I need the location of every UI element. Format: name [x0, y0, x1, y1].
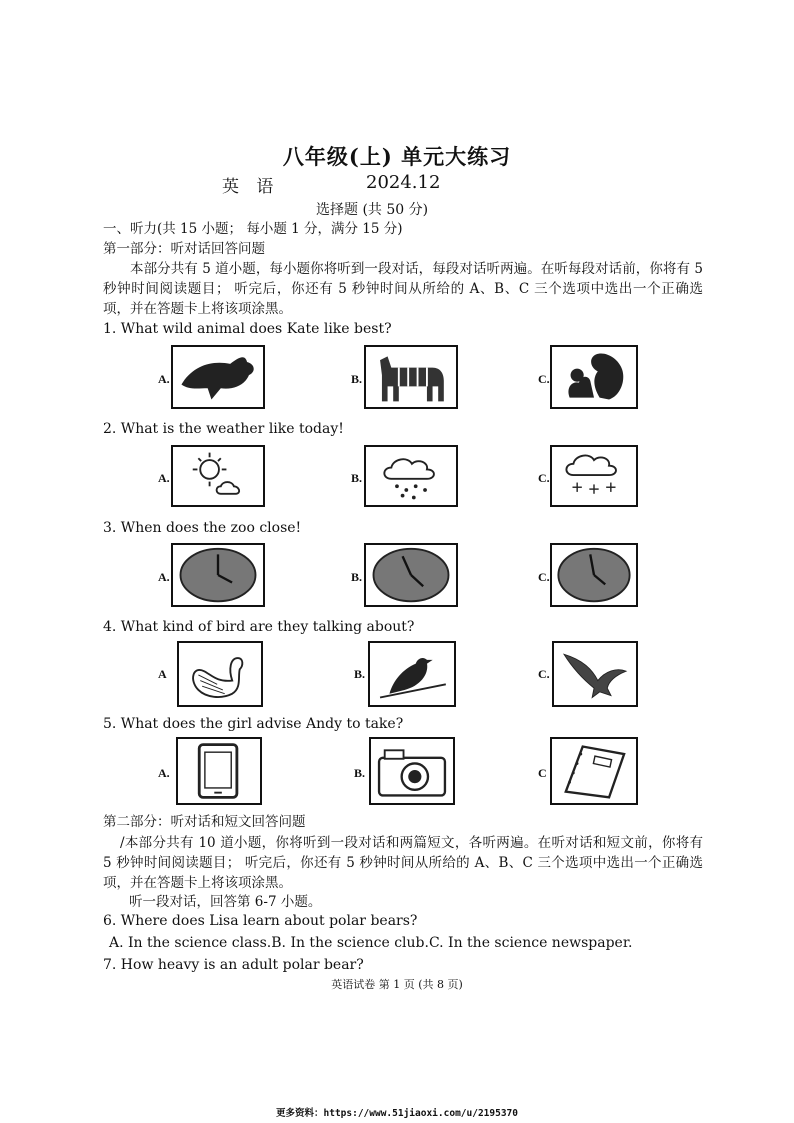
squirrel-icon[interactable]	[550, 345, 638, 409]
question-4-text: 4. What kind of bird are they talking about?	[103, 619, 415, 635]
part-two-prompt: 听一段对话，回答第 6-7 小题。	[129, 894, 322, 910]
option-label: A.	[158, 471, 170, 485]
option-label: B.	[351, 570, 363, 584]
option-label: A.	[158, 570, 170, 584]
tablet-icon[interactable]	[176, 737, 262, 805]
clock-icon[interactable]	[171, 543, 265, 607]
question-3-text: 3. When does the zoo close!	[103, 520, 302, 536]
part-two-subheading: 第二部分：听对话和短文回答问题	[103, 814, 306, 830]
question-6-text: 6. Where does Lisa learn about polar bears?	[103, 913, 418, 929]
sparrow-icon[interactable]	[368, 641, 456, 707]
option-label: B.	[351, 471, 363, 485]
part-one-subheading: 第一部分：听对话回答问题	[103, 241, 265, 257]
page-title: 八年级(上) 单元大练习	[282, 144, 512, 169]
sun-cloud-icon[interactable]	[171, 445, 265, 507]
notebook-icon[interactable]	[550, 737, 638, 805]
question-6-options: A. In the science class.B. In the science club.C. In the science newspaper.	[109, 935, 633, 951]
page-footer: 英语试卷 第 1 页 (共 8 页)	[331, 978, 463, 991]
option-label: B.	[354, 667, 366, 681]
option-label: C.	[538, 372, 550, 386]
listening-heading: 一、听力(共 15 小题； 每小题 1 分，满分 15 分)	[103, 221, 403, 237]
option-label: C	[538, 766, 547, 780]
exam-date: 2024.12	[366, 172, 441, 193]
option-label: A	[158, 667, 167, 681]
camera-icon[interactable]	[369, 737, 455, 805]
rain-cloud-icon[interactable]	[364, 445, 458, 507]
clock-icon[interactable]	[550, 543, 638, 607]
resource-link[interactable]: 更多资料：https://www.51jiaoxi.com/u/2195370	[276, 1108, 518, 1119]
part-two-instructions: /本部分共有 10 道小题，你将听到一段对话和两篇短文，各听两遍。在听对话和短文前，你将有 5 秒钟时间阅读题目； 听完后，你还有 5 秒钟时间从所给的 A、B、C 三个选项中选出一个正确选项，并在答题卡上将该项涂黑。	[103, 835, 703, 891]
zebra-icon[interactable]	[364, 345, 458, 409]
option-label: C.	[538, 570, 550, 584]
swan-icon[interactable]	[177, 641, 263, 707]
option-label: B.	[354, 766, 366, 780]
part-one-instructions: 本部分共有 5 道小题，每小题你将听到一段对话，每段对话听两遍。在听每段对话前，你将有 5 秒钟时间阅读题目； 听完后，你还有 5 秒钟时间从所给的 A、B、C 三个选项中选出一个正确选项，并在答题卡上将该项涂黑。	[103, 261, 703, 317]
snow-cloud-icon[interactable]	[550, 445, 638, 507]
section-title: 选择题 (共 50 分)	[316, 202, 429, 218]
question-2-text: 2. What is the weather like today!	[103, 421, 344, 437]
dolphin-icon[interactable]	[171, 345, 265, 409]
eagle-icon[interactable]	[552, 641, 638, 707]
question-7-text: 7. How heavy is an adult polar bear?	[103, 957, 364, 973]
question-1-text: 1. What wild animal does Kate like best?	[103, 321, 392, 337]
option-label: A.	[158, 372, 170, 386]
option-label: C.	[538, 667, 550, 681]
subject-label: 英 语	[222, 177, 280, 197]
option-label: A.	[158, 766, 170, 780]
question-5-text: 5. What does the girl advise Andy to take?	[103, 716, 404, 732]
clock-icon[interactable]	[364, 543, 458, 607]
option-label: B.	[351, 372, 363, 386]
option-label: C.	[538, 471, 550, 485]
